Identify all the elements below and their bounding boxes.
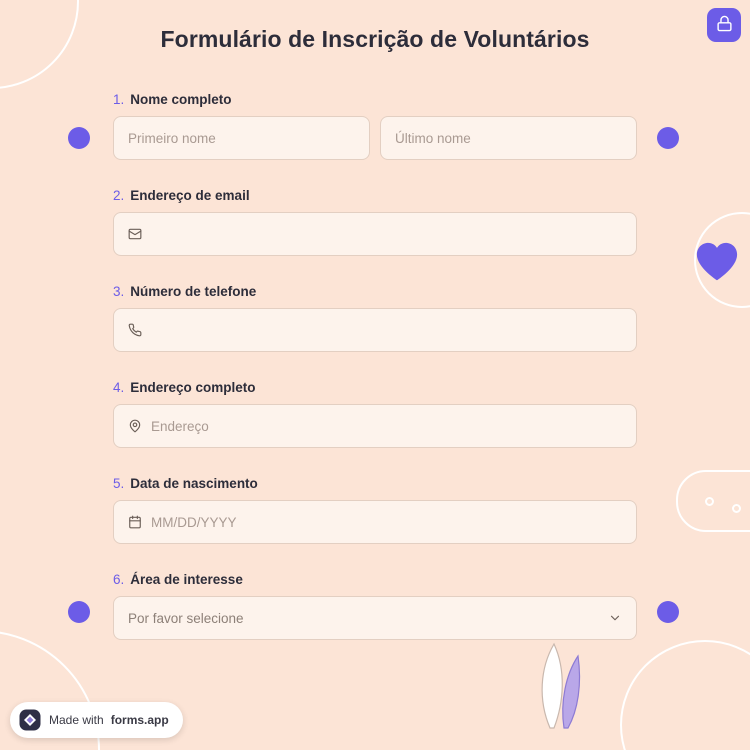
field-number: 4.: [113, 380, 125, 395]
phone-input[interactable]: [113, 308, 637, 352]
field-label: [113, 380, 637, 395]
field-label-text: Endereço de email: [130, 188, 250, 203]
field-number: 2.: [113, 188, 125, 203]
decorative-bubble-dot: [732, 504, 741, 513]
envelope-icon: [128, 227, 142, 241]
field-interest-area: [113, 572, 637, 640]
field-number: 5.: [113, 476, 125, 491]
interest-area-value: Por favor selecione: [128, 610, 244, 626]
input-row: [113, 116, 637, 160]
input-row: [113, 500, 637, 544]
field-birthdate: [113, 476, 637, 544]
formsapp-logo-icon: [18, 708, 42, 732]
decorative-dot: [657, 127, 679, 149]
decorative-dot: [68, 601, 90, 623]
field-label-text: Nome completo: [130, 92, 232, 107]
field-label-text: Endereço completo: [130, 380, 256, 395]
map-pin-icon: [128, 419, 142, 433]
address-input[interactable]: [113, 404, 637, 448]
field-label: [113, 476, 637, 491]
phone-icon: [128, 323, 142, 337]
made-with-text: Made with: [49, 713, 104, 727]
input-row: [113, 308, 637, 352]
field-email: [113, 188, 637, 256]
field-label: [113, 188, 637, 203]
field-label-text: Número de telefone: [130, 284, 257, 299]
field-label-text: Data de nascimento: [130, 476, 258, 491]
field-number: 6.: [113, 572, 125, 587]
decorative-dot: [68, 127, 90, 149]
first-name-placeholder: Primeiro nome: [128, 130, 216, 146]
field-label-text: Área de interesse: [130, 572, 243, 587]
last-name-placeholder: Último nome: [395, 130, 471, 146]
field-address: [113, 380, 637, 448]
birthdate-placeholder: MM/DD/YYYY: [151, 514, 237, 530]
input-row: [113, 212, 637, 256]
decorative-arc-bottom-right: [620, 640, 750, 750]
last-name-input[interactable]: [380, 116, 637, 160]
interest-area-select[interactable]: [113, 596, 637, 640]
formsapp-brand-text: forms.app: [110, 713, 169, 727]
heart-icon: [694, 240, 740, 284]
field-label: [113, 572, 637, 587]
decorative-circle: [694, 212, 750, 308]
first-name-input[interactable]: [113, 116, 370, 160]
field-full-name: [113, 92, 637, 160]
field-phone: [113, 284, 637, 352]
field-label: [113, 284, 637, 299]
input-row: [113, 404, 637, 448]
volunteer-signup-form: [113, 92, 637, 668]
decorative-dot: [657, 601, 679, 623]
birthdate-input[interactable]: [113, 500, 637, 544]
address-placeholder: Endereço: [151, 418, 209, 434]
page-title: Formulário de Inscrição de Voluntários: [160, 26, 590, 52]
calendar-icon: [128, 515, 142, 529]
field-number: 1.: [113, 92, 125, 107]
made-with-formsapp-badge[interactable]: [10, 702, 183, 738]
field-label: [113, 92, 637, 107]
field-number: 3.: [113, 284, 125, 299]
decorative-bubble-dot: [705, 497, 714, 506]
chevron-down-icon: [608, 611, 622, 625]
email-input[interactable]: [113, 212, 637, 256]
